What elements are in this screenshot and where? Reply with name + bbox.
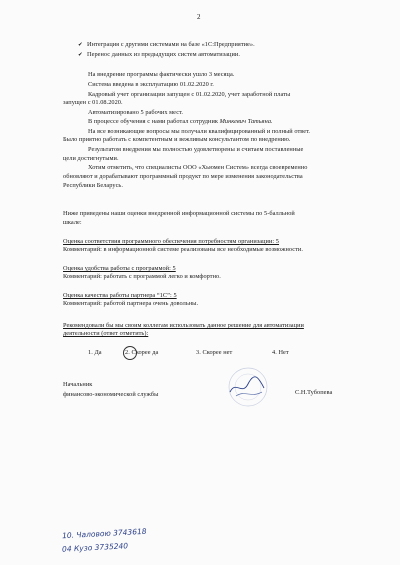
bullet-text: Перенос данных из предыдущих систем автоматизации. xyxy=(87,51,240,58)
signatory-name: С.Н.Тубопева xyxy=(295,389,333,396)
workplaces: Автоматизировано 5 рабочих мест. xyxy=(88,109,183,116)
paragraph-line: Республики Беларусь. xyxy=(63,182,123,189)
paragraph-line: Результатом внедрения мы полностью удовлетворены и считаем поставленные xyxy=(88,146,304,153)
recommend-question: Рекомендовали бы мы своим коллегам использовать данное решение для автоматизации xyxy=(63,322,304,329)
rating-comment: Комментарий: работать с программой легко и комфортно. xyxy=(63,273,221,280)
rating-comment: Комментарий: в информационной системе реализованы все необходимые возможности. xyxy=(63,246,303,253)
page-number: 2 xyxy=(197,13,201,21)
paragraph-line: обновляют и дорабатывают программный продукт по мере изменения законодательства xyxy=(63,173,303,180)
option-rather-yes: 2. Скорее да xyxy=(125,349,159,356)
rating-heading: Оценка удобства работы с программой: 5 xyxy=(63,265,176,272)
impl-time: На внедрение программы фактически ушло 3 месяца. xyxy=(88,71,235,78)
ratings-intro: Ниже приведены наши оценки внедренной информационной системы по 5-балльной xyxy=(63,210,295,217)
signatory-title: Начальник xyxy=(63,381,93,388)
rating-comment: Комментарий: работой партнера очень довольны. xyxy=(63,300,199,307)
handwritten-note: 10. Чаловою 3743618 xyxy=(61,526,147,541)
rating-heading: Оценка качества работы партнера “1С”: 5 xyxy=(63,292,177,299)
paragraph-line: цели достигнутыми. xyxy=(63,155,119,162)
hr-line-2: запущен с 01.08.2020. xyxy=(63,99,123,106)
checkmark-bullet-icon: ✔ xyxy=(78,42,83,48)
bullet-item xyxy=(78,41,255,50)
signature-stamp-image xyxy=(224,366,272,408)
training-line xyxy=(88,118,273,126)
recommend-question: деятельности (ответ отметить): xyxy=(63,330,149,337)
hr-line-1: Кадровый учет организации запущен с 01.02.2020, учет заработной платы xyxy=(88,91,291,98)
checkmark-bullet-icon: ✔ xyxy=(78,52,83,58)
consultant-name: Минкевич Татьяна. xyxy=(219,118,273,125)
paragraph-line: На все возникающие вопросы мы получали квалифицированный и полный ответ. xyxy=(88,128,311,135)
handwritten-note: 04 Кузо 3735240 xyxy=(61,541,129,554)
signatory-title: финансово-экономической службы xyxy=(63,391,159,398)
bullet-text: Интеграция с другими системами на базе «1С:Предприятие». xyxy=(87,41,255,48)
selected-option-circle xyxy=(123,346,137,360)
paragraph-line: Было приятно работать с компетентным и вежливым консультантом по внедрению. xyxy=(63,136,291,143)
option-no: 4. Нет xyxy=(272,349,289,356)
paragraph-line: Хотим отметить, что специалисты ООО «Хьюмен Систем» всегда своевременно xyxy=(88,164,308,171)
bullet-item xyxy=(78,51,240,60)
option-rather-no: 3. Скорее нет xyxy=(196,349,233,356)
rating-heading: Оценка соответствия программного обеспечения потребностям организации: 5 xyxy=(63,238,280,245)
ratings-intro: шкале: xyxy=(63,219,82,226)
option-yes: 1. Да xyxy=(88,349,102,356)
training-text: В процессе обучения с нами работал сотрудник xyxy=(88,118,220,125)
exploitation-date: Система введена в эксплуатацию 01.02.2020 г. xyxy=(88,81,214,88)
